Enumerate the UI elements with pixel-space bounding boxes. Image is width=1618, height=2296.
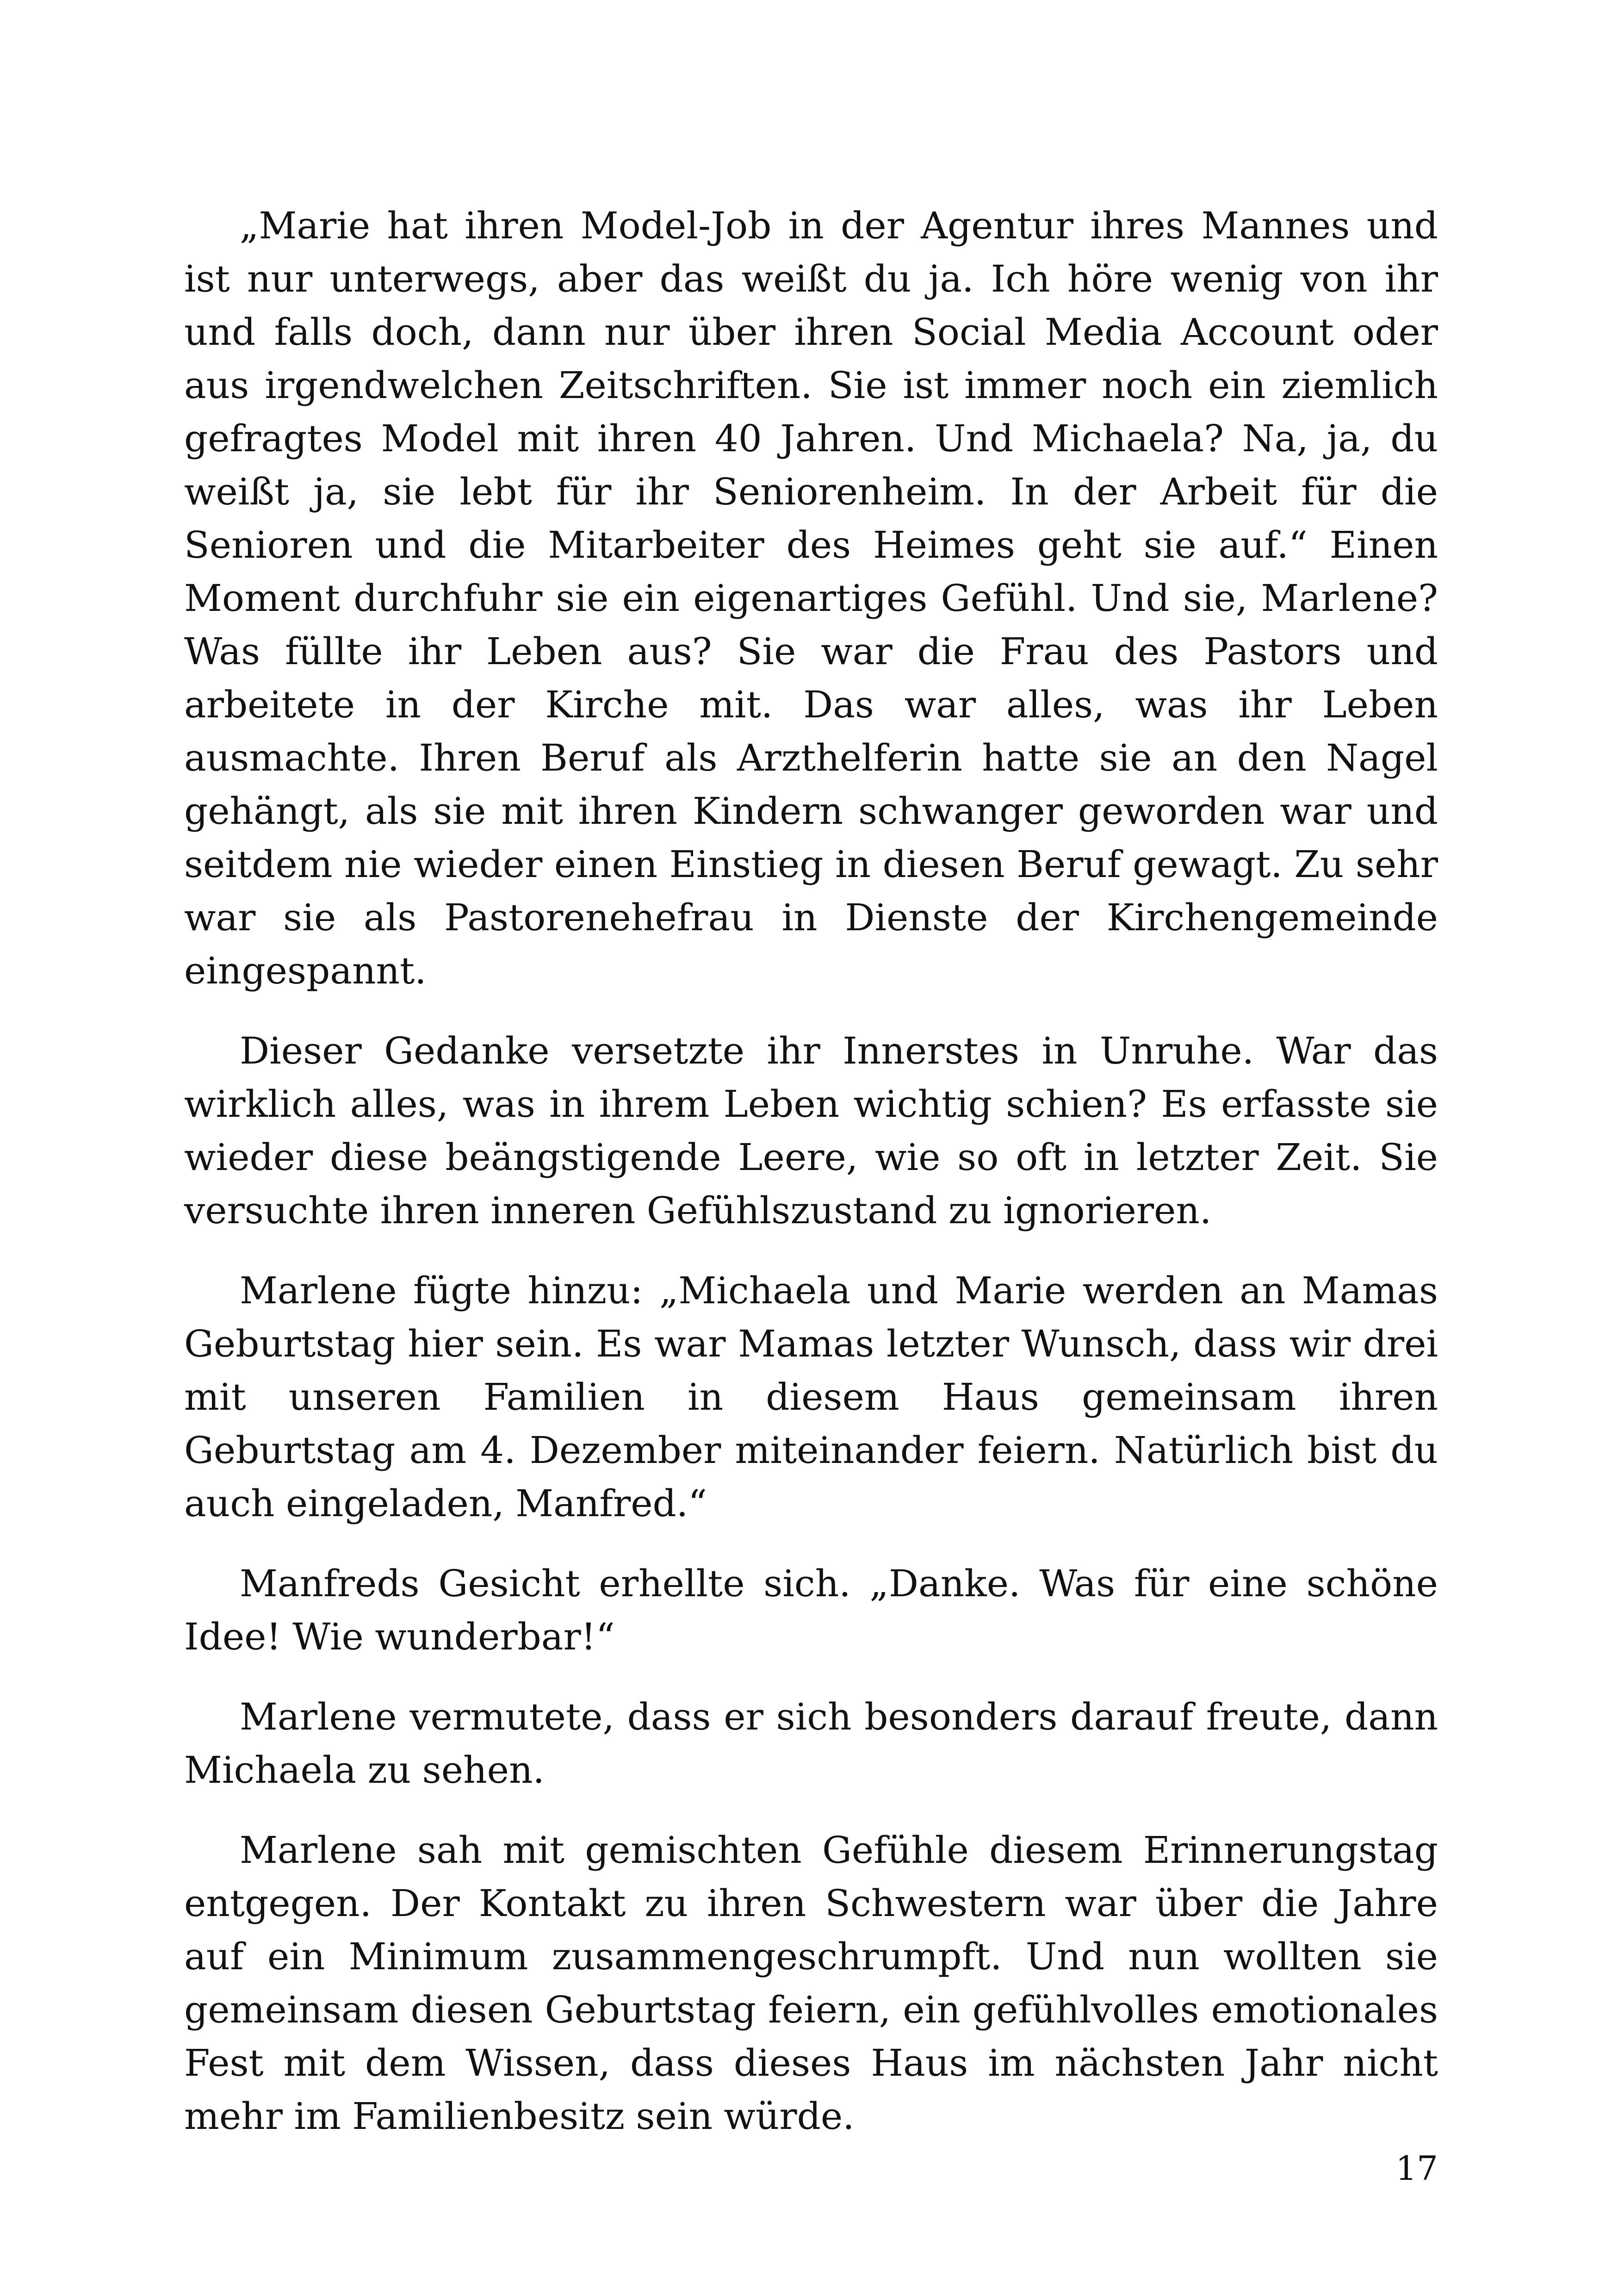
body-text <box>184 199 1438 2170</box>
paragraph-5: Marlene vermutete, dass er sich besonders darauf freute, dann Michaela zu sehen. <box>184 1695 1438 1792</box>
paragraph-2: Dieser Gedanke versetzte ihr Innerstes in Unruhe. War das wirklich alles, was in ihrem Leben wichtig schien? Es erfasste sie wieder diese beängstigende Leere, wie so oft in letzter Zeit. Sie versuchte ihren inneren Gefühlszustand zu ignorieren. <box>184 1029 1438 1232</box>
page-number: 17 <box>1395 2149 1438 2188</box>
paragraph-1: „Marie hat ihren Model-Job in der Agentur ihres Mannes und ist nur unterwegs, aber das weißt du ja. Ich höre wenig von ihr und falls doch, dann nur über ihren Social Media Account oder aus irgendwelchen Zeitschriften. Sie ist immer noch ein ziemlich gefragtes Model mit ihren 40 Jahren. Und Michaela? Na, ja, du weißt ja, sie lebt für ihr Seniorenheim. In der Arbeit für die Senioren und die Mitarbeiter des Heimes geht sie auf.“ Einen Moment durchfuhr sie ein eigenartiges Gefühl. Und sie, Marlene? Was füllte ihr Leben aus? Sie war die Frau des Pastors und arbeitete in der Kirche mit. Das war alles, was ihr Leben ausmachte. Ihren Beruf als Arzthelferin hatte sie an den Nagel gehängt, als sie mit ihren Kindern schwanger geworden war und seitdem nie wieder einen Einstieg in diesen Beruf gewagt. Zu sehr war sie als Pastorenehefrau in Dienste der Kirchengemeinde eingespannt. <box>184 204 1438 992</box>
paragraph-4: Manfreds Gesicht erhellte sich. „Danke. Was für eine schöne Idee! Wie wunderbar!“ <box>184 1562 1438 1658</box>
paragraph-3: Marlene fügte hinzu: „Michaela und Marie werden an Mamas Geburtstag hier sein. Es war Mamas letzter Wunsch, dass wir drei mit unseren Familien in diesem Haus gemeinsam ihren Geburtstag am 4. Dezember miteinander feiern. Natürlich bist du auch eingeladen, Manfred.“ <box>184 1269 1438 1525</box>
paragraph-6: Marlene sah mit gemischten Gefühle diesem Erinnerungstag entgegen. Der Kontakt zu ihren Schwestern war über die Jahre auf ein Minimum zusammengeschrumpft. Und nun wollten sie gemeinsam diesen Geburtstag feiern, ein gefühlvolles emotionales Fest mit dem Wissen, dass dieses Haus im nächsten Jahr nicht mehr im Familienbesitz sein würde. <box>184 1829 1438 2138</box>
